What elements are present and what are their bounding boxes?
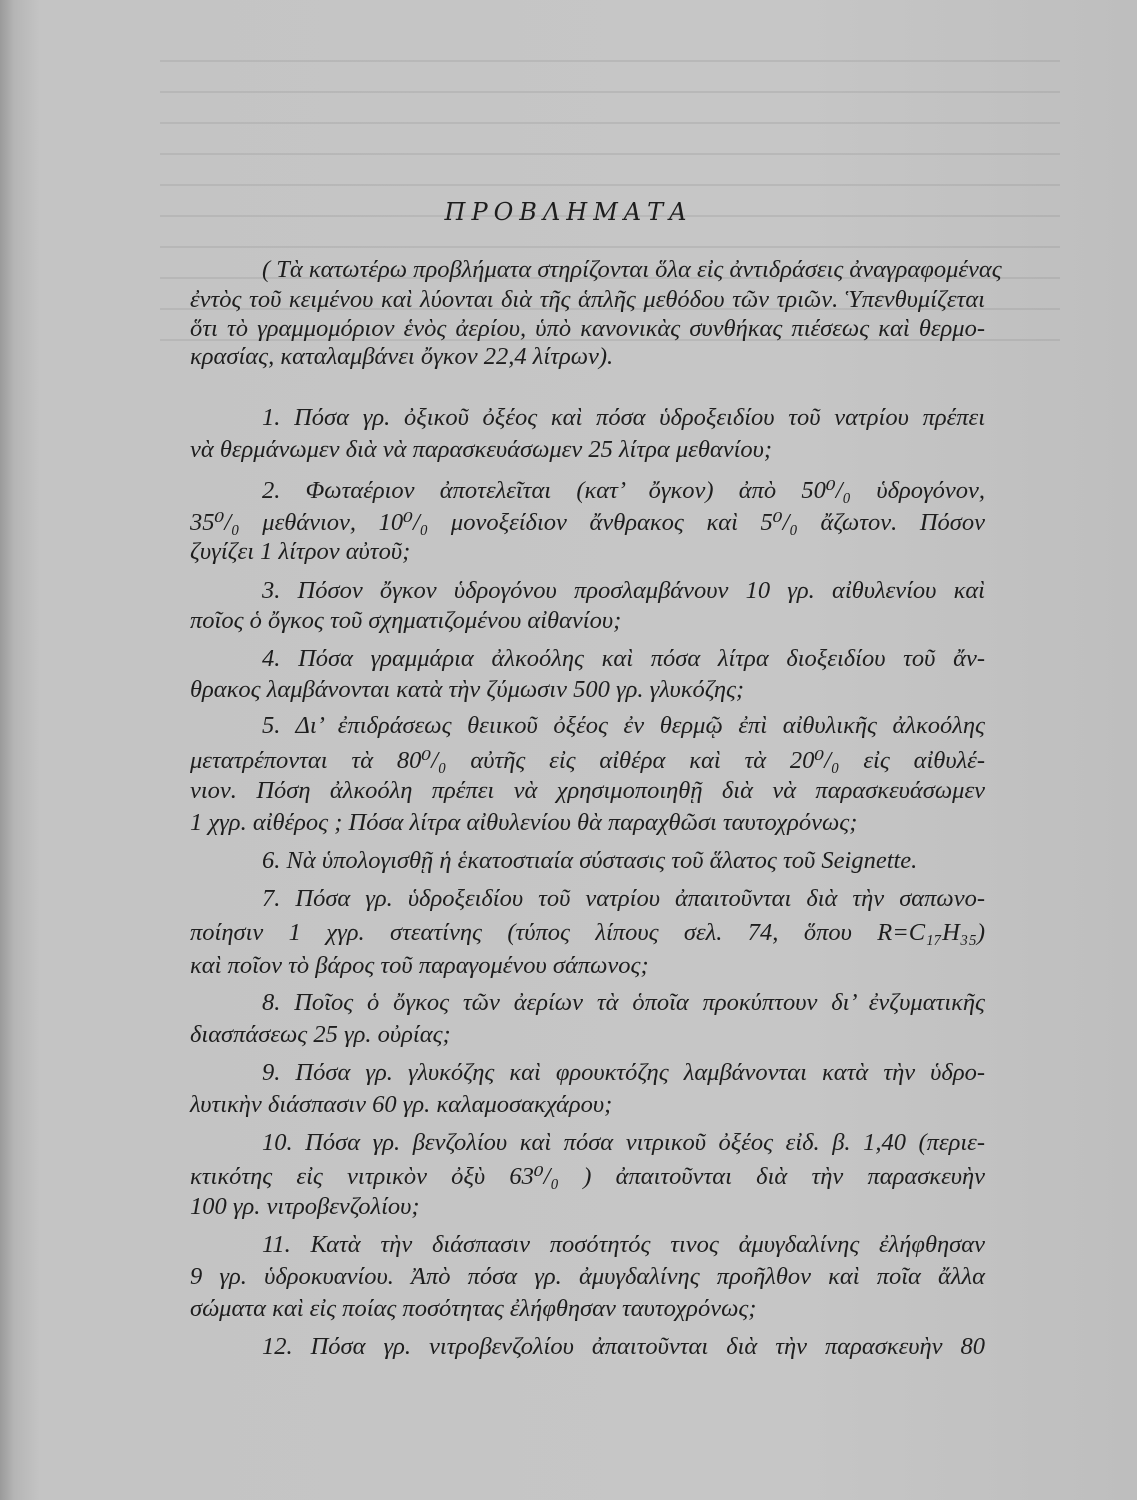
problem-5-line: 1 χγρ. αἰθέρος ; Πόσα λίτρα αἰθυλενίου θὰ παραχθῶσι ταυτοχρόνως; xyxy=(190,809,858,836)
problem-4-line: 4. Πόσα γραμμάρια ἀλκοόλης καὶ πόσα λίτρα διοξειδίου τοῦ ἄν- xyxy=(262,645,985,672)
problem-5-line: 5. Δι’ ἐπιδράσεως θειικοῦ ὀξέος ἐν θερμῷ ἐπὶ αἰθυλικῆς ἀλκοόλης xyxy=(262,712,985,739)
problem-10-line: 10. Πόσα γρ. βενζολίου καὶ πόσα νιτρικοῦ ὀξέος εἰδ. β. 1,40 (περιε- xyxy=(262,1129,985,1156)
problem-9-line: 9. Πόσα γρ. γλυκόζης καὶ φρουκτόζης λαμβάνονται κατὰ τὴν ὑδρο- xyxy=(262,1059,985,1086)
problem-2-line: 35⁰/₀ μεθάνιον, 10⁰/₀ μονοξείδιον ἄνθρακος καὶ 5⁰/₀ ἄζωτον. Πόσον xyxy=(190,509,985,536)
problem-9-line: λυτικὴν διάσπασιν 60 γρ. καλαμοσακχάρου; xyxy=(190,1091,613,1118)
page-title: ΠΡΟΒΛΗΜΑΤΑ xyxy=(444,198,693,226)
intro-line: ἐντὸς τοῦ κειμένου καὶ λύονται διὰ τῆς ἁπλῆς μεθόδου τῶν τριῶν. Ὑπενθυμίζεται xyxy=(190,286,985,313)
problem-12-line: 12. Πόσα γρ. νιτροβενζολίου ἀπαιτοῦνται διὰ τὴν παρασκευὴν 80 xyxy=(262,1333,985,1360)
problem-3-line: ποῖος ὁ ὄγκος τοῦ σχηματιζομένου αἰθανίου; xyxy=(190,607,622,634)
problem-7-line: 7. Πόσα γρ. ὑδροξειδίου τοῦ νατρίου ἀπαιτοῦνται διὰ τὴν σαπωνο- xyxy=(262,885,985,912)
intro-line: ( Τὰ κατωτέρω προβλήματα στηρίζονται ὅλα εἰς ἀντιδράσεις ἀναγραφομένας xyxy=(262,256,1002,283)
problem-3-line: 3. Πόσον ὄγκον ὑδρογόνου προσλαμβάνουν 10 γρ. αἰθυλενίου καὶ xyxy=(262,577,985,604)
problem-11-line: σώματα καὶ εἰς ποίας ποσότητας ἐλήφθησαν ταυτοχρόνως; xyxy=(190,1295,757,1322)
problem-10-line: κτικότης εἰς νιτρικὸν ὀξὺ 63⁰/₀ ) ἀπαιτοῦνται διὰ τὴν παρασκευὴν xyxy=(190,1163,985,1190)
problem-11-line: 9 γρ. ὑδροκυανίου. Ἀπὸ πόσα γρ. ἀμυγδαλίνης προῆλθον καὶ ποῖα ἄλλα xyxy=(190,1263,985,1290)
problem-7-line: καὶ ποῖον τὸ βάρος τοῦ παραγομένου σάπωνος; xyxy=(190,952,649,979)
problem-8-line: 8. Ποῖος ὁ ὄγκος τῶν ἀερίων τὰ ὁποῖα προκύπτουν δι’ ἐνζυματικῆς xyxy=(262,989,985,1016)
intro-line: κρασίας, καταλαμβάνει ὄγκον 22,4 λίτρων). xyxy=(190,343,614,370)
intro-line: ὅτι τὸ γραμμομόριον ἑνὸς ἀερίου, ὑπὸ κανονικὰς συνθήκας πιέσεως καὶ θερμο- xyxy=(190,315,985,342)
problem-2-line: ζυγίζει 1 λίτρον αὐτοῦ; xyxy=(190,538,411,565)
problem-8-line: διασπάσεως 25 γρ. οὐρίας; xyxy=(190,1021,451,1048)
problem-10-line: 100 γρ. νιτροβενζολίου; xyxy=(190,1193,420,1220)
problem-1-line: νὰ θερμάνωμεν διὰ νὰ παρασκευάσωμεν 25 λίτρα μεθανίου; xyxy=(190,436,773,463)
problem-5-line: νιον. Πόση ἀλκοόλη πρέπει νὰ χρησιμοποιηθῇ διὰ νὰ παρασκευάσωμεν xyxy=(190,777,985,804)
problem-11-line: 11. Κατὰ τὴν διάσπασιν ποσότητός τινος ἀμυγδαλίνης ἐλήφθησαν xyxy=(262,1231,985,1258)
problem-1-line: 1. Πόσα γρ. ὀξικοῦ ὀξέος καὶ πόσα ὑδροξειδίου τοῦ νατρίου πρέπει xyxy=(262,404,985,431)
problem-5-line: μετατρέπονται τὰ 80⁰/₀ αὐτῆς εἰς αἰθέρα καὶ τὰ 20⁰/₀ εἰς αἰθυλέ- xyxy=(190,747,985,774)
problem-4-line: θρακος λαμβάνονται κατὰ τὴν ζύμωσιν 500 γρ. γλυκόζης; xyxy=(190,676,745,703)
problem-6-line: 6. Νὰ ὑπολογισθῇ ἡ ἑκατοστιαία σύστασις τοῦ ἅλατος τοῦ Seignette. xyxy=(262,847,918,874)
problem-2-line: 2. Φωταέριον ἀποτελεῖται (κατ’ ὄγκον) ἀπὸ 50⁰/₀ ὑδρογόνον, xyxy=(262,477,985,504)
problem-7-line: ποίησιν 1 χγρ. στεατίνης (τύπος λίπους σελ. 74, ὅπου R=C₁₇H₃₅) xyxy=(190,919,985,946)
